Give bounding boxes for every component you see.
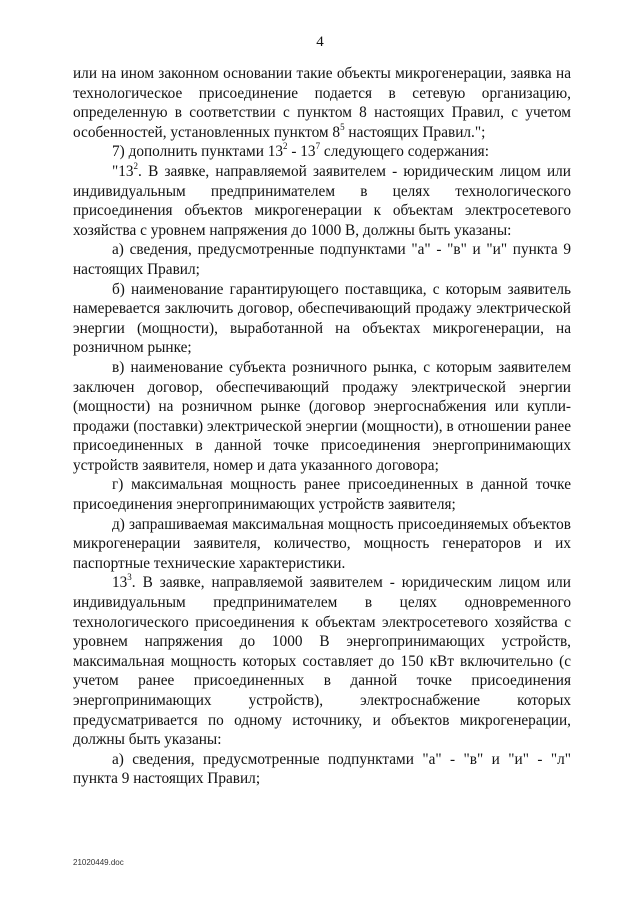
paragraph-subitem-g: г) максимальная мощность ранее присоединенных в данной точке присоединения энергопринимающих устройств заявителя; <box>73 476 571 514</box>
page-number: 4 <box>316 34 324 50</box>
paragraph-subitem-a-2: а) сведения, предусмотренные подпунктами "а" - "в" и "и" - "л" пункта 9 настоящих Правил; <box>73 750 571 788</box>
paragraph-clause-13-3: $13^3$. В заявке, направляемой заявителем - юридическим лицом или индивидуальным предпринимателем в целях одновременного технологического присоединения к объектам электросетевого хозяйства с уровнем напряжения до 1000 В энергопринимающих устройств, максимальная мощность которых составляет до 150 кВт включительно (с учетом ранее присоединенных в данной точке присоединения энергопринимающих устройств), электроснабжение которых предусматривается по одному источнику, и объектов микрогенерации, должны быть указаны: <box>73 572 571 749</box>
paragraph-clause-13-2: "$13^2$. В заявке, направляемой заявителем - юридическим лицом или индивидуальным предпринимателем в целях технологического присоединения объектов микрогенерации к объектам электросетевого хозяйства с уровнем напряжения до 1000 В, должны быть указаны: <box>73 160 571 239</box>
paragraph-subitem-v: в) наименование субъекта розничного рынка, с которым заявителем заключен договор, обеспечивающий продажу электрической энергии (мощности) на розничном рынке (договор энергоснабжения или купли-продажи (поставки) электрической энергии (мощности), в отношении ранее присоединенных в данной точке присоединения энергопринимающих устройств заявителя, номер и дата указанного договора; <box>73 358 571 474</box>
paragraph-continuation: или на ином законном основании такие объекты микрогенерации, заявка на технологическое присоединение подается в сетевую организацию, определенную в соответствии с пунктом 8 настоящих Правил, с учетом особенностей, установленных пунктом $8^5$ настоящих Правил."; <box>73 65 571 141</box>
document-footer-filename: 21020449.doc <box>73 858 124 867</box>
paragraph-subitem-d: д) запрашиваемая максимальная мощность присоединяемых объектов микрогенерации заявителя, количество, мощность генераторов и их паспортные технические характеристики. <box>73 515 571 572</box>
paragraph-item-7: 7) дополнить пунктами $13^2 - 13^7$ следующего содержания: <box>112 141 489 161</box>
paragraph-subitem-b: б) наименование гарантирующего поставщика, с которым заявитель намеревается заключить договор, обеспечивающий продажу электрической энергии (мощности), выработанной на объектах микрогенерации, на розничном рынке; <box>73 280 571 357</box>
document-body <box>73 64 571 789</box>
paragraph-subitem-a: а) сведения, предусмотренные подпунктами "а" - "в" и "и" пункта 9 настоящих Правил; <box>73 241 571 278</box>
